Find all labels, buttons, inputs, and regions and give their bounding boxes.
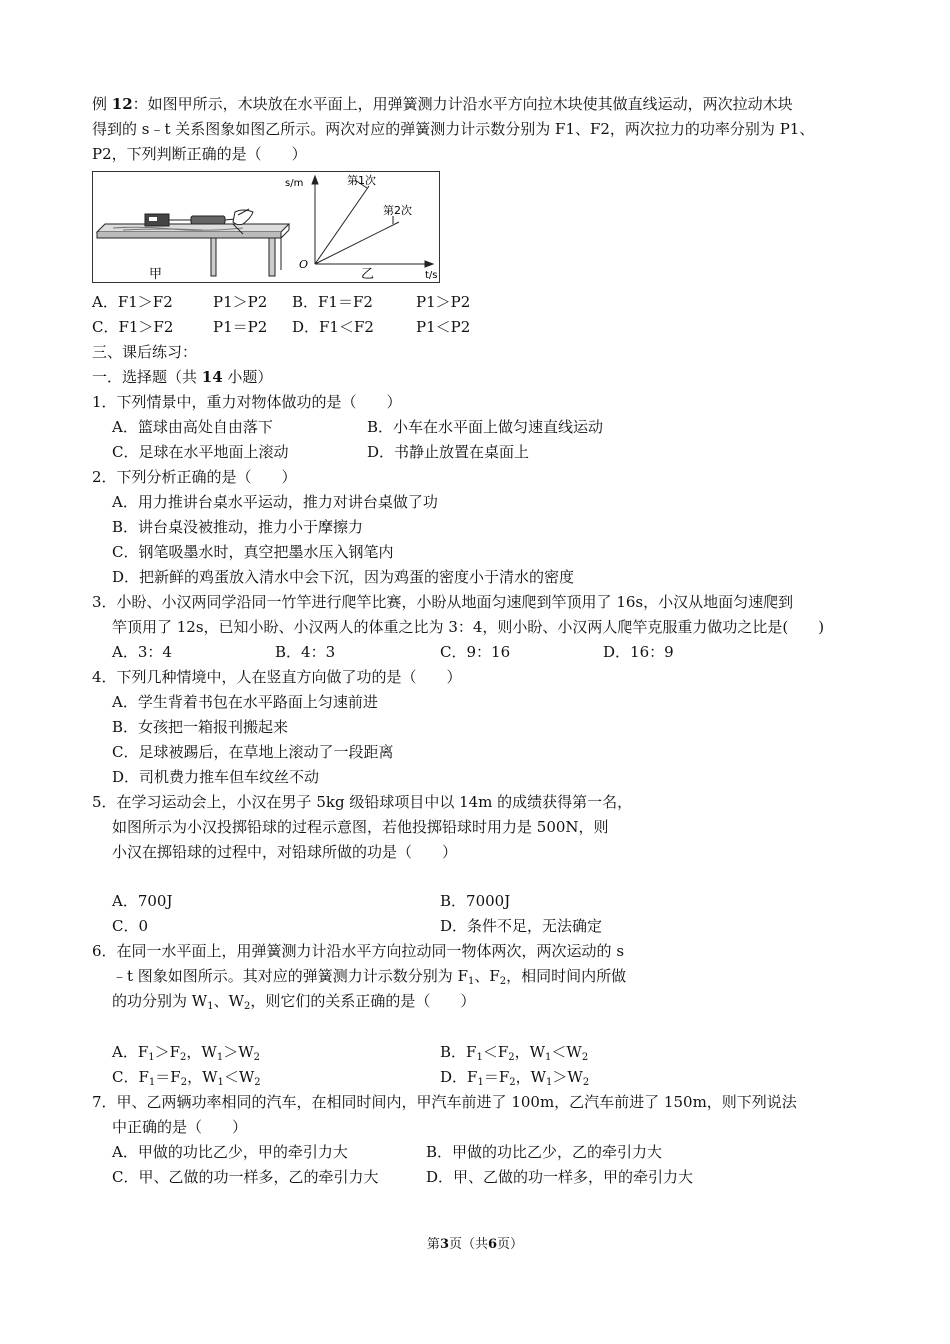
example-option-c[interactable]: C．F1＞F2: [92, 318, 174, 336]
q5-stem-1: 5．在学习运动会上，小汉在男子 5kg 级铅球项目中以 14m 的成绩获得第一名，: [92, 793, 633, 811]
q2-option-d[interactable]: D．把新鲜的鸡蛋放入清水中会下沉，因为鸡蛋的密度小于清水的密度: [112, 568, 575, 586]
q1-option-c[interactable]: C．足球在水平地面上滚动: [112, 443, 289, 461]
figure-caption-right: 乙: [361, 267, 375, 282]
q5-option-a[interactable]: A．700J: [112, 892, 173, 910]
q6-option-c[interactable]: C．$F_1=F_2$，$W_1<W_2$: [112, 1068, 261, 1088]
q1-stem: 1．下列情景中，重力对物体做功的是（ ）: [92, 393, 402, 411]
st-graph: [312, 176, 433, 267]
example-option-a[interactable]: A．F1＞F2: [92, 293, 173, 311]
q6-option-b[interactable]: B．$F_1<F_2$，$W_1<W_2$: [440, 1043, 589, 1063]
q2-option-c[interactable]: C．钢笔吸墨水时，真空把墨水压入钢笔内: [112, 543, 394, 561]
q5-stem-2: 如图所示为小汉投掷铅球的过程示意图，若他投掷铅球时用力是 500N，则: [112, 818, 609, 836]
q2-stem: 2．下列分析正确的是（ ）: [92, 468, 297, 486]
example-option-d[interactable]: D．F1＜F2: [292, 318, 374, 336]
figure-caption-left: 甲: [149, 267, 163, 282]
y-axis-label: s/m: [285, 178, 304, 189]
example-line-2: 得到的 s﹣t 关系图象如图乙所示。两次对应的弹簧测力计示数分别为 F1、F2，两次拉力的功率分别为 P1、: [92, 120, 815, 138]
series-1-label: 第1次: [347, 174, 376, 187]
q7-option-d[interactable]: D．甲、乙做的功一样多，甲的牵引力大: [426, 1168, 694, 1186]
example-figure: [92, 171, 440, 283]
q6-stem-2: ﹣t 图象如图所示。其对应的弹簧测力计示数分别为 $F_1$、$F_2$，相同时间内所做: [112, 967, 627, 987]
origin-label: O: [299, 258, 309, 271]
q5-option-d[interactable]: D．条件不足，无法确定: [440, 917, 603, 935]
q7-option-a[interactable]: A．甲做的功比乙少，甲的牵引力大: [112, 1143, 348, 1161]
q5-option-c[interactable]: C．0: [112, 917, 149, 935]
x-axis-label: t/s: [425, 270, 438, 281]
q3-stem-2: 竿顶用了 12s，已知小盼、小汉两人的体重之比为 3：4，则小盼、小汉两人爬竿克服重力做功之比是( ): [112, 618, 825, 636]
q2-option-a[interactable]: A．用力推讲台桌水平运动，推力对讲台桌做了功: [112, 493, 438, 511]
q7-option-c[interactable]: C．甲、乙做的功一样多，乙的牵引力大: [112, 1168, 379, 1186]
q3-option-a[interactable]: A．3：4: [112, 643, 172, 661]
q3-option-c[interactable]: C．9：16: [440, 643, 511, 661]
example-option-b-power: P1＞P2: [416, 293, 471, 311]
q6-option-d[interactable]: D．$F_1=F_2$，$W_1>W_2$: [440, 1068, 590, 1088]
q3-option-b[interactable]: B．4：3: [275, 643, 336, 661]
q6-stem-1: 6．在同一水平面上，用弹簧测力计沿水平方向拉动同一物体两次，两次运动的 s: [92, 942, 625, 960]
q3-stem-1: 3．小盼、小汉两同学沿同一竹竿进行爬竿比赛，小盼从地面匀速爬到竿顶用了 16s，小汉从地面匀速爬到: [92, 593, 794, 611]
figure-drawing: [93, 172, 439, 282]
q1-option-d[interactable]: D．书静止放置在桌面上: [367, 443, 530, 461]
q4-option-c[interactable]: C．足球被踢后，在草地上滚动了一段距离: [112, 743, 394, 761]
series-2-line: [315, 222, 399, 264]
q4-option-b[interactable]: B．女孩把一箱报刊搬起来: [112, 718, 289, 736]
example-line-3: P2，下列判断正确的是（ ）: [92, 145, 307, 163]
q4-option-a[interactable]: A．学生背着书包在水平路面上匀速前进: [112, 693, 378, 711]
page-footer: 第3页（共6页）: [426, 1237, 524, 1252]
series-2-label: 第2次: [383, 204, 412, 217]
example-option-b[interactable]: B．F1＝F2: [292, 293, 373, 311]
q7-option-b[interactable]: B．甲做的功比乙少，乙的牵引力大: [426, 1143, 663, 1161]
q7-stem-1: 7．甲、乙两辆功率相同的汽车，在相同时间内，甲汽车前进了 100m，乙汽车前进了 150m，则下列说法: [92, 1093, 797, 1111]
section-title: 三、课后练习：: [92, 343, 198, 361]
q6-stem-3: 的功分别为 $W_1$、$W_2$，则它们的关系正确的是（ ）: [112, 992, 476, 1012]
example-option-d-power: P1＜P2: [416, 318, 471, 336]
table-diagram: [97, 209, 289, 276]
q4-option-d[interactable]: D．司机费力推车但车纹丝不动: [112, 768, 320, 786]
q1-option-a[interactable]: A．篮球由高处自由落下: [112, 418, 273, 436]
q2-option-b[interactable]: B．讲台桌没被推动，推力小于摩擦力: [112, 518, 364, 536]
q5-option-b[interactable]: B．7000J: [440, 892, 511, 910]
example-option-a-power: P1＞P2: [213, 293, 268, 311]
series-1-line: [315, 186, 369, 264]
q5-stem-3: 小汉在掷铅球的过程中，对铅球所做的功是（ ）: [112, 843, 458, 861]
subsection-title: 一．选择题（共 14 小题）: [92, 368, 273, 386]
example-line-1: 例 12：如图甲所示，木块放在水平面上，用弹簧测力计沿水平方向拉木块使其做直线运动，两次拉动木块: [92, 95, 793, 113]
q3-option-d[interactable]: D．16：9: [603, 643, 674, 661]
q4-stem: 4．下列几种情境中，人在竖直方向做了功的是（ ）: [92, 668, 462, 686]
q6-option-a[interactable]: A．$F_1>F_2$，$W_1>W_2$: [112, 1043, 261, 1063]
q7-stem-2: 中正确的是（ ）: [112, 1118, 248, 1136]
example-option-c-power: P1＝P2: [213, 318, 268, 336]
q1-option-b[interactable]: B．小车在水平面上做匀速直线运动: [367, 418, 604, 436]
example-number: 12: [111, 95, 133, 113]
